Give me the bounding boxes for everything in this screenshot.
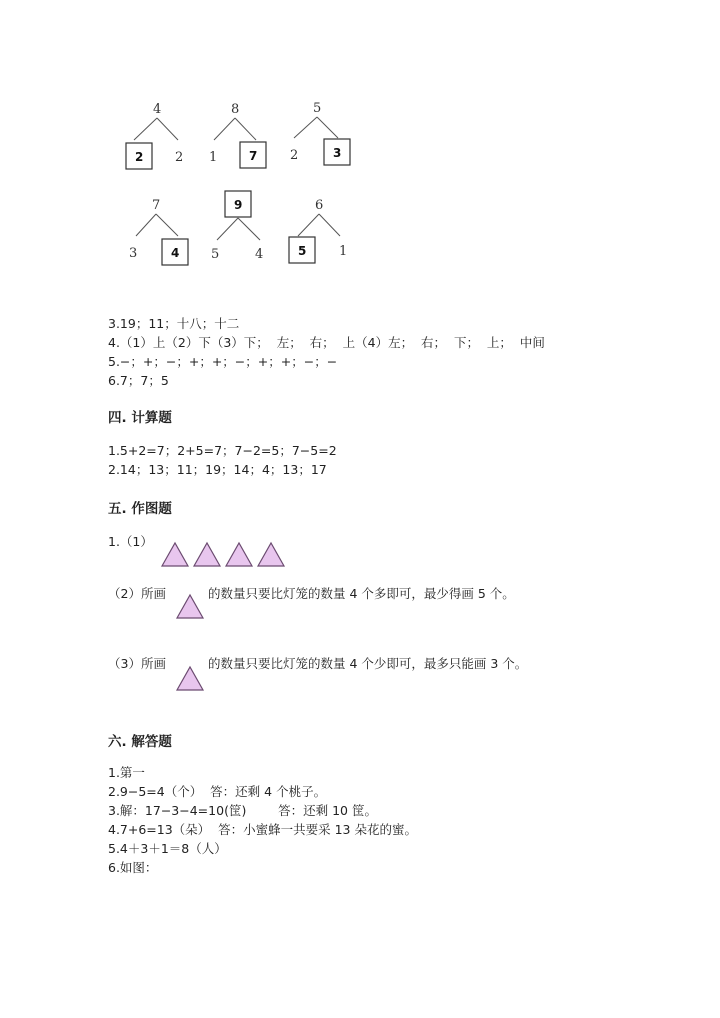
- triangle-icon: [177, 667, 203, 690]
- tree-right: 4: [255, 247, 264, 262]
- triangle-icon: [194, 543, 220, 566]
- draw-part-3-text: 的数量只要比灯笼的数量 4 个少即可，最多只能画 3 个。: [208, 656, 528, 671]
- section-4-title: 四. 计算题: [108, 410, 172, 426]
- triangle-icon: [177, 595, 203, 618]
- solve-line-6: 6.如图：: [108, 860, 158, 875]
- tree-left: 3: [129, 246, 138, 261]
- tree-left: 2: [135, 150, 144, 164]
- tree-top: 9: [234, 198, 243, 212]
- tree-top: 8: [231, 102, 240, 117]
- answer-line-4: 4.（1）上（2）下（3）下； 左； 右； 上（4）左； 右； 下； 上； 中间: [108, 335, 545, 350]
- tree-1: [126, 102, 183, 169]
- tree-6: [289, 198, 347, 263]
- calc-line-1: 1.5+2=7；2+5=7；7−2=5；7−5=2: [108, 443, 337, 458]
- tree-right: 7: [249, 149, 258, 163]
- tree-top: 5: [313, 101, 322, 116]
- tree-left: 5: [211, 247, 220, 262]
- tree-right: 2: [175, 150, 184, 165]
- tree-2: [209, 102, 266, 168]
- triangle-row: [160, 540, 290, 568]
- answer-line-5: 5.−；+；−；+；+；−；+；+；−；−: [108, 354, 338, 369]
- tree-3: [290, 101, 350, 165]
- section-5-title: 五. 作图题: [108, 501, 172, 517]
- triangle-icon: [258, 543, 284, 566]
- solve-line-2: 2.9−5=4（个） 答：还剩 4 个桃子。: [108, 784, 327, 799]
- solve-line-4: 4.7+6=13（朵） 答：小蜜蜂一共要采 13 朵花的蜜。: [108, 822, 417, 837]
- tree-5: [211, 191, 263, 262]
- tree-right: 1: [339, 244, 348, 259]
- tree-left: 1: [209, 150, 218, 165]
- number-trees: [0, 0, 720, 290]
- tree-right: 3: [333, 146, 342, 160]
- draw-part-1-label: 1.（1）: [108, 534, 153, 549]
- solve-line-1: 1.第一: [108, 765, 145, 780]
- triangle-inline: [175, 592, 205, 620]
- draw-part-2-prefix: （2）所画: [108, 586, 166, 601]
- answer-line-6: 6.7；7；5: [108, 373, 169, 388]
- solve-line-3: 3.解：17−3−4=10(筐) 答：还剩 10 筐。: [108, 803, 377, 818]
- tree-top: 7: [152, 198, 161, 213]
- draw-part-3-prefix: （3）所画: [108, 656, 166, 671]
- solve-line-5: 5.4＋3＋1＝8（人）: [108, 841, 227, 856]
- tree-4: [129, 198, 188, 265]
- triangle-icon: [226, 543, 252, 566]
- tree-left: 5: [298, 244, 307, 258]
- tree-top: 6: [315, 198, 324, 213]
- triangle-icon: [162, 543, 188, 566]
- section-6-title: 六. 解答题: [108, 734, 172, 750]
- triangle-inline: [175, 664, 205, 692]
- answer-line-3: 3.19；11；十八；十二: [108, 316, 240, 331]
- calc-line-2: 2.14；13；11；19；14；4；13；17: [108, 462, 327, 477]
- tree-right: 4: [171, 246, 180, 260]
- tree-top: 4: [153, 102, 162, 117]
- tree-left: 2: [290, 148, 299, 163]
- draw-part-2-text: 的数量只要比灯笼的数量 4 个多即可，最少得画 5 个。: [208, 586, 515, 601]
